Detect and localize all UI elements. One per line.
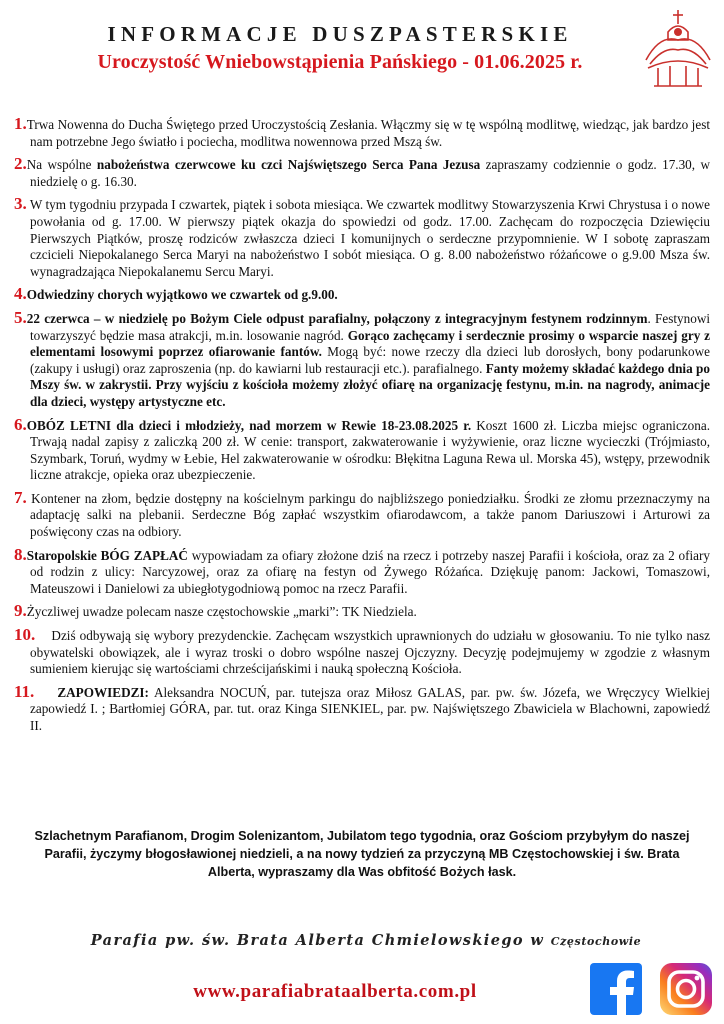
list-item	[14, 414, 710, 484]
list-item	[14, 625, 714, 678]
item-text: Kontener na złom, będzie dostępny na kościelnym parkingu do najbliższego poniedziałku. Środki ze złomu przeznaczymy na adaptację salki na plebanii. Serdeczne Bóg zapłać wszystkim ofiarodawcom, a także panom Dariuszowi i Arturowi za poświęcony czas na odbiory.	[26, 490, 710, 540]
announcement-list	[14, 114, 714, 741]
list-item	[14, 286, 710, 304]
item-number: 11.	[14, 681, 35, 701]
list-item	[14, 307, 711, 411]
item-number: 10.	[14, 625, 36, 645]
item-number: 4.	[14, 284, 27, 304]
item-text: zapraszamy codziennie o godz. 17.30, w niedzielę o g. 16.30.	[30, 157, 710, 189]
parish-signature	[86, 932, 646, 949]
item-number: 6.	[14, 414, 27, 434]
item-text: . Festynowi towarzyszyć będzie masa atrakcji, m.in. losowanie nagród.	[30, 310, 711, 343]
item-text: Dziś odbywają się wybory prezydenckie. Zachęcam wszystkich uprawnionych do udziału w głosowaniu. To nie tylko nasz obywatelski obowiązek, ale i wyraz troski o dobro wspólne naszej Ojczyzny. Decyzję podejmujemy w zgodzie z własnym sumieniem kierując się wartościami chrześcijańskimi i nauką społeczną Kościoła.	[30, 628, 714, 677]
item-text-bold: nabożeństwa czerwcowe ku czci Najświętszego Serca Pana Jezusa	[96, 157, 481, 173]
item-number: 8.	[14, 544, 27, 564]
page-title: INFORMACJE DUSZPASTERSKIE	[107, 22, 573, 46]
header	[0, 0, 724, 100]
item-text: Życzliwej uwadze polecam nasze częstochowskie „marki”: TK Niedziela.	[26, 604, 417, 620]
list-item	[14, 116, 710, 150]
instagram-icon[interactable]	[660, 963, 712, 1015]
list-item	[14, 681, 711, 735]
list-item	[14, 603, 710, 621]
item-text-bold: ZAPOWIEDZI:	[57, 684, 149, 700]
parish-city: Częstochowie	[550, 935, 642, 948]
item-text-bold: OBÓZ LETNI dla dzieci i młodzieży, nad morzem w Rewie 18-23.08.2025 r.	[26, 417, 472, 433]
parish-name: Parafia pw. św. Brata Alberta Chmielowskiego w	[90, 932, 551, 949]
item-text	[34, 685, 57, 700]
item-number: 2.	[14, 154, 27, 174]
item-text-bold: Fanty możemy składać każdego dnia po Mszy św. w zakrystii. Przy wyjściu z kościoła możemy złożyć ofiarę na organizację festynu, m.in. na nagrody, animacje dla dzieci, występy artystyczne etc.	[30, 360, 710, 409]
list-item	[14, 156, 710, 190]
item-number: 7.	[14, 487, 27, 507]
page-subtitle: Uroczystość Wniebowstąpienia Pańskiego - 01.06.2025 r.	[97, 51, 583, 73]
list-item	[14, 196, 710, 280]
item-number: 1.	[14, 114, 27, 133]
item-number: 3.	[14, 194, 27, 214]
item-text: W tym tygodniu przypada I czwartek, piątek i sobota miesiąca. We czwartek modlitwy Stowarzyszenia Krwi Chrystusa i o nowe powołania od g. 17.00. W pierwszy piątek okazja do spowiedzi od godz. 17.00. Zachęcam do rozpoczęcia Dziewięciu Pierwszych Piątków, proszę rodziców zwłaszcza dzieci I komunijnych o serdeczne przypomnienie. W I sobotę zapraszam czcicieli Niepokalanego Serca Maryi na nabożeństwo I sobót miesiąca. O g. 8.00 nabożeństwo różańcowe o g.9.00 Msza św. wynagradzająca Niepokalanemu Sercu Maryi.	[26, 197, 710, 279]
item-text: Mogą być: nowe rzeczy dla dzieci lub dorosłych, bony podarunkowe (zakupy i usługi) oraz zaproszenia (np. do kawiarni lub restauracji etc.). parafialnego.	[30, 344, 710, 376]
item-text: Aleksandra NOCUŃ, par. tutejsza oraz Miłosz GALAS, par. pw. św. Józefa, we Wręczycy Wielkiej zapowiedź I. ; Bartłomiej GÓRA, par. tut. oraz Kinga SIENKIEL, par. pw. Najświętszego Zbawiciela w Blachowni, zapowiedź II.	[30, 684, 711, 733]
item-text: Koszt 1600 zł. Liczba miejsc ograniczona. Trwają nadal zapisy z zaliczką 200 zł. W cenie: transport, zakwaterowanie i wyżywienie, oraz liczne wycieczki (Trójmiasto, Szymbark, Toruń, wydmy w Łebie, Hel zakwaterowanie w ośrodku: Błękitna Laguna Rewa ul. Morska 45), wstępy, przewodnik liczne atrakcje, opieka oraz ubezpieczenie.	[30, 417, 710, 483]
facebook-icon[interactable]	[590, 963, 642, 1015]
church-emblem-icon	[640, 4, 716, 90]
item-text: Trwa Nowenna do Ducha Świętego przed Uroczystością Zesłania. Włączmy się w tę wspólną modlitwę, wiedząc, jak bardzo jest nam potrzebne Jego światło i pociecha, modlitwa nowennowa przed Mszą św.	[26, 117, 710, 149]
item-text-bold: 22 czerwca – w niedzielę po Bożym Ciele odpust parafialny, połączony z integracyjnym festynem rodzinnym	[26, 310, 648, 326]
item-text-bold: Odwiedziny chorych wyjątkowo we czwartek od g.9.00.	[26, 287, 338, 303]
item-text: Na wspólne	[26, 157, 97, 173]
item-number: 9.	[14, 601, 27, 621]
closing-greeting: Szlachetnym Parafianom, Drogim Solenizantom, Jubilatom tego tygodnia, oraz Gościom przybyłym do naszej Parafii, życzymy błogosławionej niedzieli, a na nowy tydzień za przyczyną MB Częstochowskiej i św. Brata Alberta, wypraszamy dla Was obfitość Bożych łask.	[34, 829, 690, 879]
item-text-bold: Gorąco zachęcamy i serdecznie prosimy o wsparcie naszej gry z elementami losowymi poprzez ofiarowanie fantów.	[30, 327, 710, 360]
website-link[interactable]: www.parafiabrataalberta.com.pl	[193, 981, 477, 1002]
list-item	[14, 544, 710, 598]
item-text-bold: Staropolskie BÓG ZAPŁAĆ	[26, 547, 188, 563]
item-text: wypowiadam za ofiary złożone dziś na rzecz i potrzeby naszej Parafii i kościoła, oraz za 2 ofiary od rodzin z ulicy: Narcyzowej, oraz za ofiarę na festyn od Żywego Różańca. Dziękuję panom: Jackowi, Tomaszowi, Mateuszowi i Danielowi za ubiegłotygodniową pomoc na rzecz Parafii.	[30, 547, 710, 596]
item-number: 5.	[14, 307, 27, 327]
list-item	[14, 487, 710, 541]
